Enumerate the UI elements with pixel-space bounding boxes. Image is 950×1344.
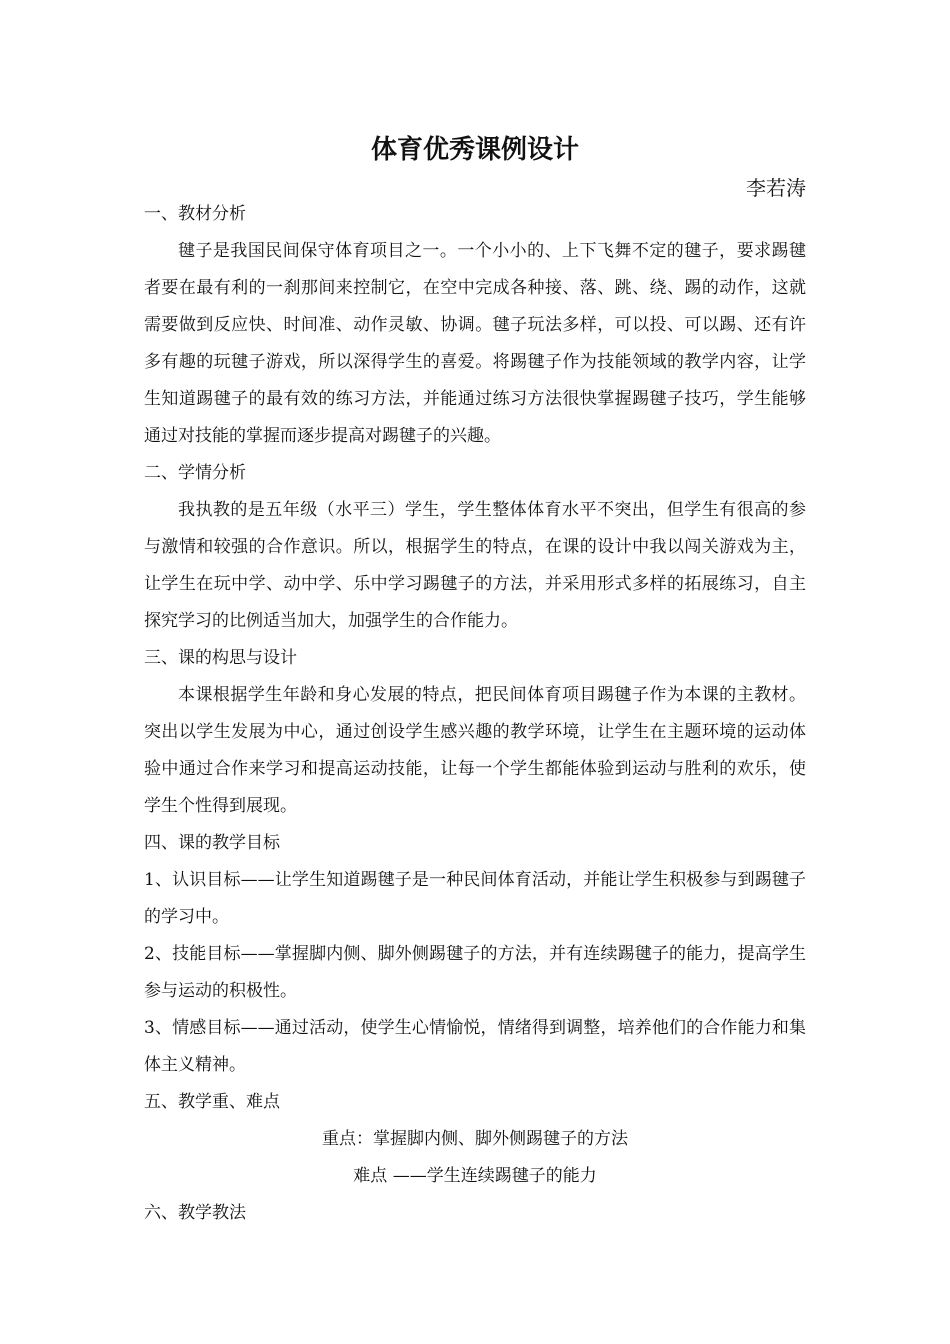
goal-cognitive: 1、认识目标——让学生知道踢毽子是一种民间体育活动，并能让学生积极参与到踢毽子的学习中。 — [144, 870, 806, 927]
paragraph-teaching-material: 毽子是我国民间保守体育项目之一。一个小小的、上下飞舞不定的毽子，要求踢毽者要在最有利的一刹那间来控制它，在空中完成各种接、落、跳、绕、踢的动作，这就需要做到反应快、时间准、动作灵敏、协调。毽子玩法多样，可以投、可以踢、还有许多有趣的玩毽子游戏，所以深得学生的喜爱。将踢毽子作为技能领域的教学内容，让学生知道踢毽子的最有效的练习方法，并能通过练习方法很快掌握踢毽子技巧，学生能够通过对技能的掌握而逐步提高对踢毽子的兴趣。 — [144, 241, 806, 446]
section-heading-student-analysis: 二、学情分析 — [144, 463, 246, 483]
difficult-point: 难点 ——学生连续踢毽子的能力 — [353, 1166, 597, 1186]
section-heading-teaching-methods: 六、教学教法 — [144, 1203, 246, 1223]
section-heading-key-points: 五、教学重、难点 — [144, 1092, 280, 1112]
paragraph-lesson-design: 本课根据学生年龄和身心发展的特点，把民间体育项目踢毽子作为本课的主教材。突出以学生发展为中心，通过创设学生感兴趣的教学环境，让学生在主题环境的运动体验中通过合作来学习和提高运动技能，让每一个学生都能体验到运动与胜利的欢乐，使学生个性得到展现。 — [144, 685, 806, 816]
goal-skill: 2、技能目标——掌握脚内侧、脚外侧踢毽子的方法，并有连续踢毽子的能力，提高学生参与运动的积极性。 — [144, 944, 806, 1001]
paragraph-student-analysis: 我执教的是五年级（水平三）学生，学生整体体育水平不突出，但学生有很高的参与激情和较强的合作意识。所以，根据学生的特点，在课的设计中我以闯关游戏为主，让学生在玩中学、动中学、乐中学习踢毽子的方法，并采用形式多样的拓展练习，自主探究学习的比例适当加大，加强学生的合作能力。 — [144, 500, 806, 631]
document-title: 体育优秀课例设计 — [370, 135, 579, 165]
section-heading-teaching-goals: 四、课的教学目标 — [144, 833, 280, 853]
document-body — [144, 196, 806, 1232]
section-heading-lesson-design: 三、课的构思与设计 — [144, 648, 297, 668]
section-heading-teaching-material: 一、教材分析 — [144, 204, 246, 224]
goal-emotional: 3、情感目标——通过活动，使学生心情愉悦，情绪得到调整，培养他们的合作能力和集体主义精神。 — [144, 1018, 806, 1075]
document-author: 李若涛 — [746, 176, 806, 200]
key-point: 重点：掌握脚内侧、脚外侧踢毽子的方法 — [322, 1129, 628, 1149]
